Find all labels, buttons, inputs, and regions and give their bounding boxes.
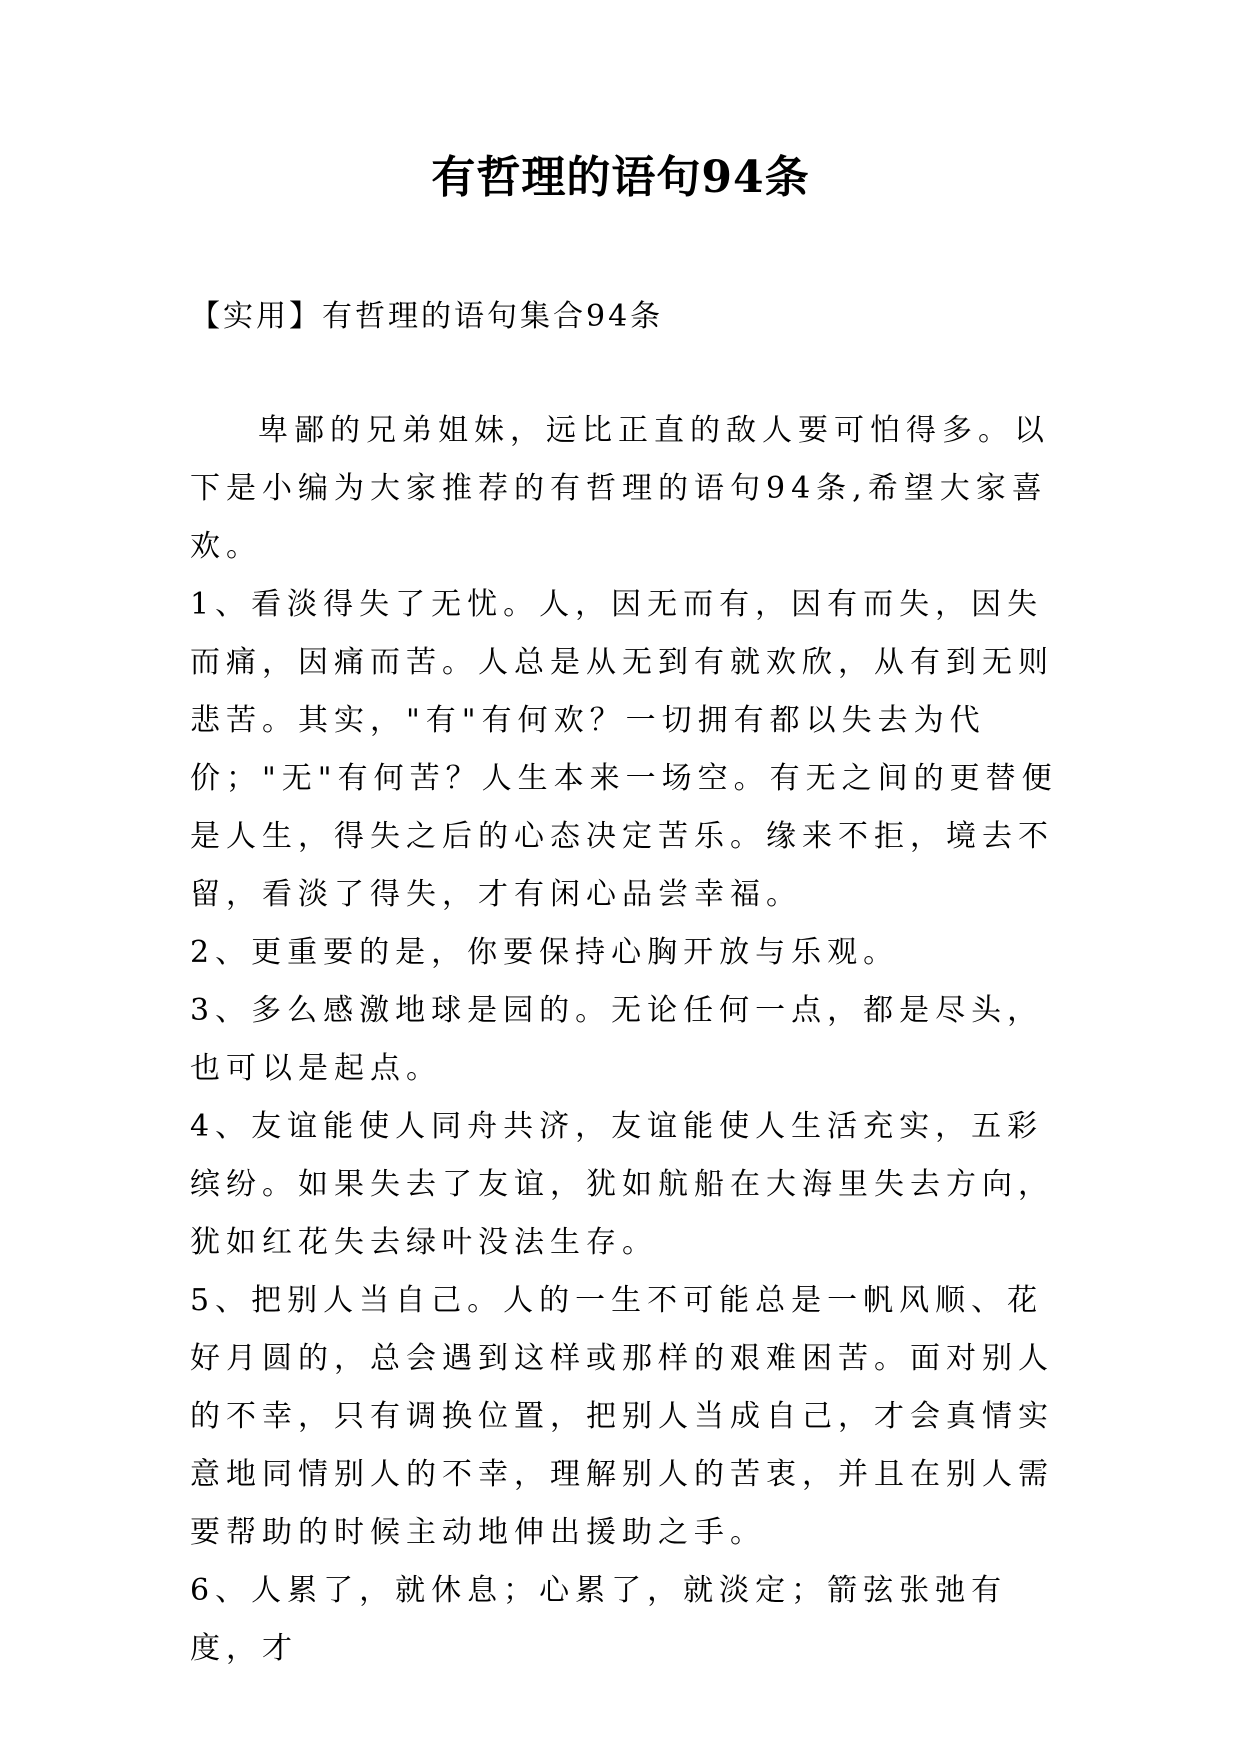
list-item-1: 1、看淡得失了无忧。人，因无而有，因有而失，因失而痛，因痛而苦。人总是从无到有就欢欣，从有到无则悲苦。其实，"有"有何欢？一切拥有都以失去为代价；"无"有何苦？人生本来一场空。有无之间的更替便是人生，得失之后的心态决定苦乐。缘来不拒，境去不留，看淡了得失，才有闲心品尝幸福。 [190,587,1058,912]
document-title: 有哲理的语句94条 [431,152,810,203]
document-subtitle: 【实用】有哲理的语句集合94条 [190,299,664,334]
list-item-3: 3、多么感激地球是园的。无论任何一点，都是尽头，也可以是起点。 [190,993,1044,1086]
document-body [190,402,1060,1678]
list-item-5: 5、把别人当自己。人的一生不可能总是一帆风顺、花好月圆的，总会遇到这样或那样的艰难困苦。面对别人的不幸，只有调换位置，把别人当成自己，才会真情实意地同情别人的不幸，理解别人的苦衷，并且在别人需要帮助的时候主动地伸出援助之手。 [190,1283,1054,1550]
list-item-6: 6、人累了，就休息；心累了，就淡定；箭弦张弛有度，才 [190,1573,1008,1666]
list-item-2: 2、更重要的是，你要保持心胸开放与乐观。 [190,935,900,970]
intro-paragraph: 卑鄙的兄弟姐妹，远比正直的敌人要可怕得多。以下是小编为大家推荐的有哲理的语句94条,希望大家喜欢。 [190,413,1050,564]
list-item-4: 4、友谊能使人同舟共济，友谊能使人生活充实，五彩缤纷。如果失去了友谊，犹如航船在大海里失去方向，犹如红花失去绿叶没法生存。 [190,1109,1054,1260]
